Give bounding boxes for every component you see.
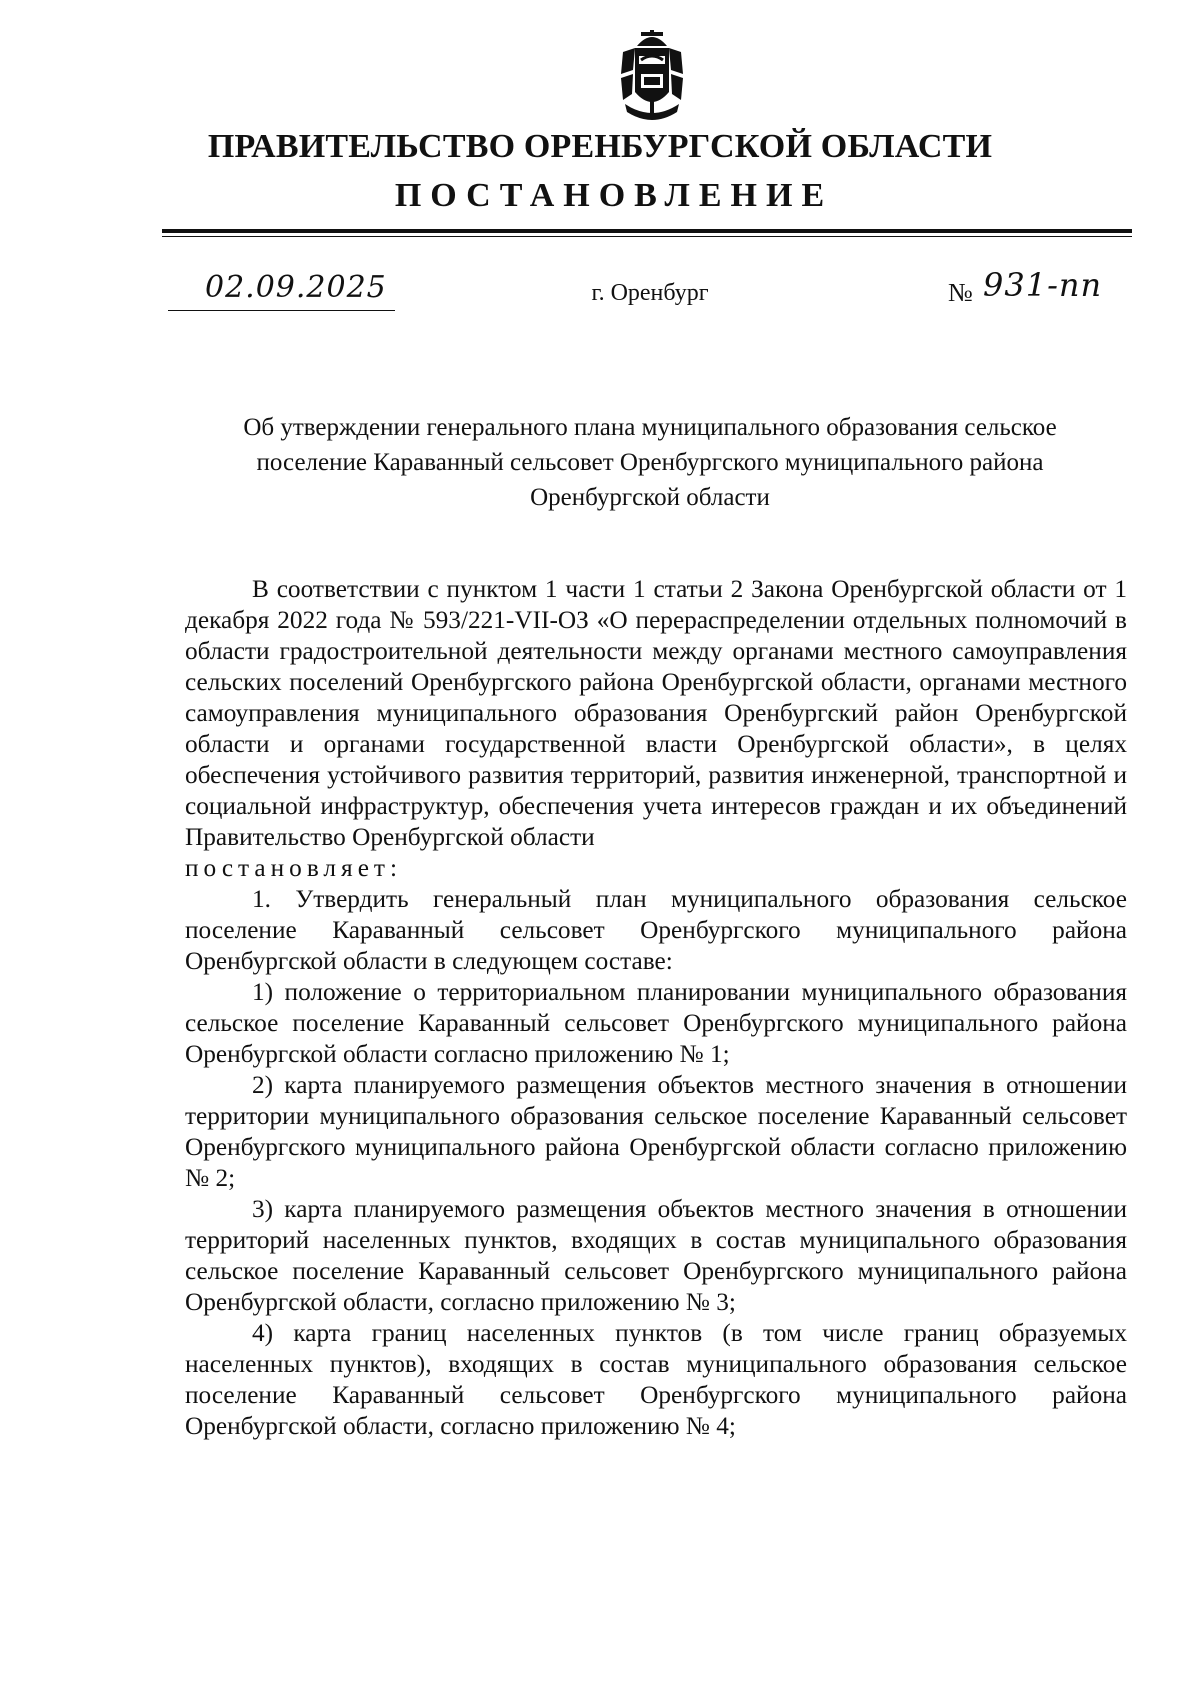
- document-body: [185, 574, 1127, 1442]
- document-subject: Об утверждении генерального плана муниципального образования сельское поселение Караванный сельсовет Оренбургского муниципального района Оренбургской области: [243, 414, 1057, 511]
- document-type: ПОСТАНОВЛЕНИЕ: [394, 177, 834, 214]
- header-rule-thin: [162, 236, 1132, 237]
- resolves-word: постановляет:: [185, 854, 403, 882]
- list-item: 2) карта планируемого размещения объектов местного значения в отношении территории муниципального образования сельское поселение Караванный сельсовет Оренбургского муниципального района Оренбургской области согласно приложению № 2;: [185, 1071, 1127, 1192]
- point-1-paragraph: 1. Утвердить генеральный план муниципального образования сельское поселение Караванный сельсовет Оренбургского муниципального района Оренбургской области в следующем составе:: [185, 885, 1127, 975]
- list-item: 1) положение о территориальном планировании муниципального образования сельское поселение Караванный сельсовет Оренбургского муниципального района Оренбургской области согласно приложению № 1;: [185, 978, 1127, 1068]
- organization-title: ПРАВИТЕЛЬСТВО ОРЕНБУРГСКОЙ ОБЛАСТИ: [207, 128, 993, 165]
- header-rule-thick: [162, 229, 1132, 233]
- coat-of-arms-icon: [617, 30, 687, 122]
- date-underline: [168, 310, 395, 311]
- document-city: г. Оренбург: [591, 280, 709, 306]
- list-item: 4) карта границ населенных пунктов (в том числе границ образуемых населенных пунктов), входящих в состав муниципального образования сельское поселение Караванный сельсовет Оренбургского муниципального района Оренбургской области, согласно приложению № 4;: [185, 1319, 1127, 1440]
- number-sign: №: [948, 278, 973, 307]
- preamble-paragraph: В соответствии с пунктом 1 части 1 статьи 2 Закона Оренбургской области от 1 декабря 2022 года № 593/221-VII-ОЗ «О перераспределении отдельных полномочий в области градостроительной деятельности между органами местного самоуправления сельских поселений Оренбургского района Оренбургской области, органами местного самоуправления муниципального образования Оренбургский район Оренбургской области и органами государственной власти Оренбургской области», в целях обеспечения устойчивого развития территорий, развития инженерной, транспортной и социальной инфраструктур, обеспечения учета интересов граждан и их объединений Правительство Оренбургской области: [185, 575, 1127, 851]
- list-item: 3) карта планируемого размещения объектов местного значения в отношении территорий населенных пунктов, входящих в состав муниципального образования сельское поселение Караванный сельсовет Оренбургского муниципального района Оренбургской области, согласно приложению № 3;: [185, 1195, 1127, 1316]
- document-number: 931-пп: [983, 266, 1103, 304]
- document-date: 02.09.2025: [205, 270, 387, 305]
